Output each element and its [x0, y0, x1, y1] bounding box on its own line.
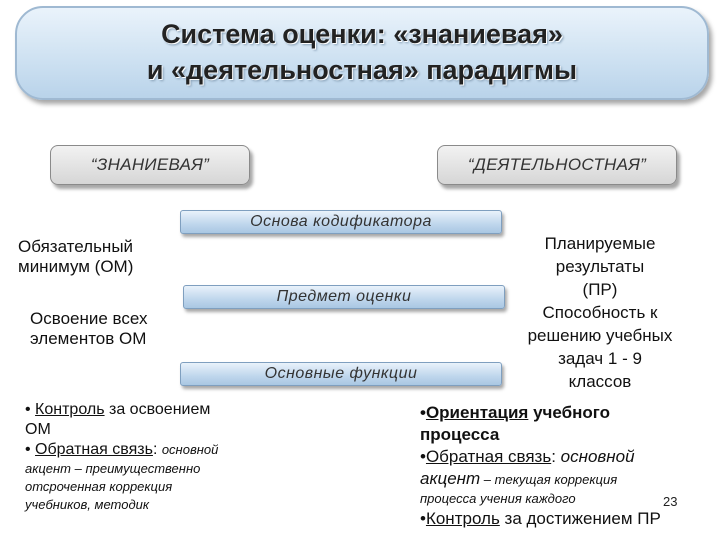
right-feedback-word: Обратная связь — [425, 447, 552, 466]
right-feedback-note-em: акцент — [420, 469, 481, 488]
right-results-line-1: Планируемые — [544, 234, 656, 253]
right-results-line-2: результаты — [555, 257, 645, 276]
left-control-word: Контроль — [35, 401, 105, 418]
right-feedback-note-rest: – текущая коррекция — [480, 472, 618, 487]
title-line-2: и «деятельностная» парадигмы — [146, 55, 578, 85]
band-codifier-basis: Основа кодификатора — [180, 210, 502, 234]
left-functions-list — [25, 400, 275, 514]
right-orientation-word: Ориентация — [425, 403, 529, 422]
left-feedback-note-1: акцент – преимущественно — [25, 461, 201, 476]
right-orientation-line-2: процесса — [420, 425, 500, 444]
paradigm-activity-box: “ДЕЯТЕЛЬНОСТНАЯ” — [437, 145, 677, 185]
page-number: 23 — [663, 494, 678, 509]
right-feedback-note-1 — [420, 468, 718, 490]
left-feedback-note-3: учебников, методик — [25, 497, 149, 512]
left-control-item: • Контроль за освоением — [25, 401, 211, 418]
right-orientation-rest: учебного — [528, 403, 611, 422]
left-basis-line-2: минимум (ОМ) — [18, 257, 134, 276]
left-subject-line-1: Освоение всех — [30, 309, 148, 328]
paradigm-knowledge-box: “ЗНАНИЕВАЯ” — [50, 145, 250, 185]
left-basis-text — [18, 237, 133, 277]
left-feedback-word: Обратная связь — [35, 441, 153, 458]
band-assessment-subject: Предмет оценки — [183, 285, 505, 309]
left-basis-line-1: Обязательный — [18, 237, 134, 256]
right-functions-list — [420, 402, 718, 530]
title-banner — [15, 6, 709, 100]
right-orientation-item: •Ориентация учебного — [420, 403, 611, 422]
band-main-functions: Основные функции — [180, 362, 502, 386]
left-subject-text — [30, 309, 147, 349]
right-results-line-6: задач 1 - 9 — [558, 349, 642, 368]
right-feedback-note-2: процесса учения каждого — [420, 491, 576, 506]
right-feedback-colon: : — [551, 447, 561, 466]
left-subject-line-2: элементов ОМ — [30, 329, 147, 348]
left-feedback-colon: : — [152, 441, 162, 458]
title-line-1: Система оценки: «знаниевая» — [161, 19, 563, 49]
right-results-line-4: Способность к — [542, 303, 658, 322]
right-results-line-5: решению учебных — [527, 326, 673, 345]
right-control-rest: за достижением ПР — [499, 509, 661, 528]
right-feedback-accent: основной — [560, 447, 635, 466]
left-feedback-item: • Обратная связь: основной — [25, 441, 219, 458]
right-control-item: •Контроль за достижением ПР — [420, 509, 661, 528]
left-control-rest: за освоением — [104, 401, 211, 418]
right-control-word: Контроль — [425, 509, 500, 528]
right-results-line-7: классов — [568, 372, 632, 391]
left-control-line-2: ОМ — [25, 421, 51, 438]
right-results-line-3: (ПР) — [582, 280, 618, 299]
right-results-text — [505, 232, 695, 393]
left-feedback-note-2: отсроченная коррекция — [25, 479, 173, 494]
right-feedback-item: •Обратная связь: основной — [420, 447, 635, 466]
left-feedback-accent: основной — [161, 442, 219, 457]
